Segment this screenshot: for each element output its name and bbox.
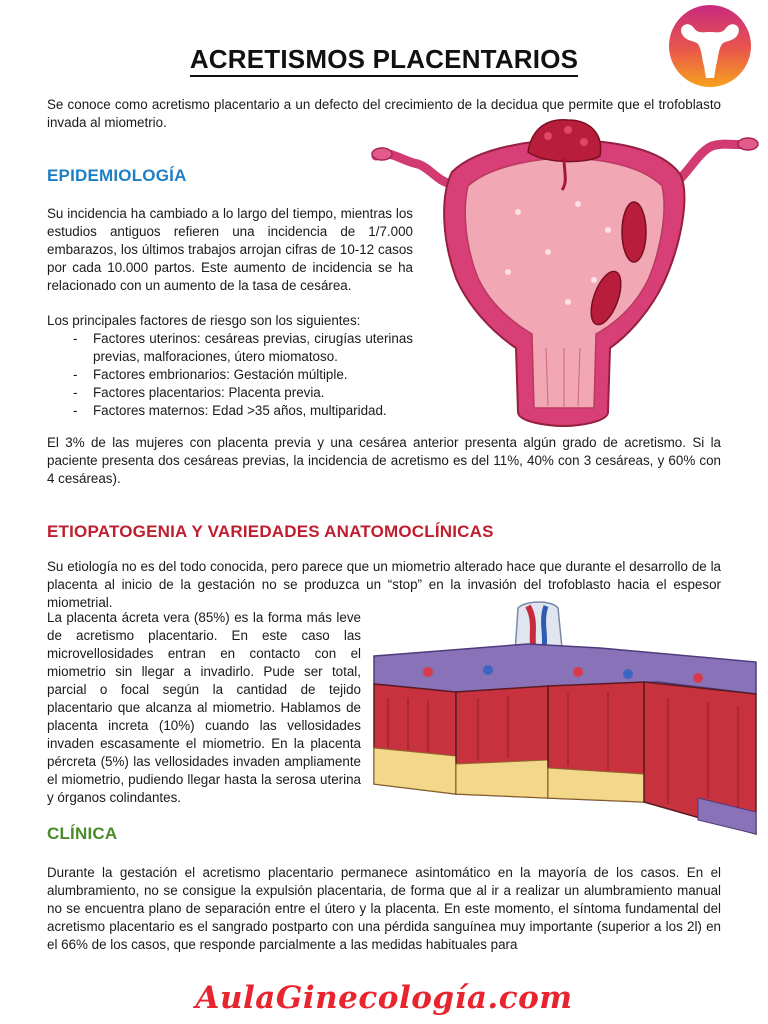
- risk-factors-intro: Los principales factores de riesgo son los siguientes:: [47, 313, 361, 328]
- uterus-illustration: [368, 112, 760, 430]
- placenta-cross-section-illustration: [368, 598, 760, 842]
- clinica-paragraph: Durante la gestación el acretismo placentario permanece asintomático en la mayoría de los casos. En el alumbramiento, no se consigue la expulsión placentaria, de forma que al ir a realizar un alumbramiento manual no se encuentra plano de separación entre el útero y la placenta. En este momento, el síntoma fundamental del acretismo placentario es el sangrado postparto con una pérdida sanguínea muy importante (superior a los 2l) en el 66% de los casos, que responde parcialmente a las medidas habituales para: [47, 865, 721, 952]
- intro-paragraph: Se conoce como acretismo placentario a un defecto del crecimiento de la decidua que permite que el trofoblasto invada al miometrio.: [47, 97, 721, 130]
- footer-brand: AulaGinecología.com: [195, 980, 573, 1016]
- heading-etiopatogenia: ETIOPATOGENIA Y VARIEDADES ANATOMOCLÍNICAS: [47, 522, 494, 541]
- incidence-paragraph: El 3% de las mujeres con placenta previa y una cesárea anterior presenta algún grado de acretismo. Si la paciente presenta dos cesáreas previas, la incidencia de acretismo es del 11%, 40% con 3 cesáreas, y 60% con 4 cesáreas).: [47, 435, 721, 486]
- page-title: ACRETISMOS PLACENTARIOS: [0, 44, 768, 75]
- list-item: - Factores uterinos: cesáreas previas, cirugías uterinas previas, malforaciones, útero miomatoso.: [47, 330, 413, 366]
- list-item: - Factores placentarios: Placenta previa.: [47, 384, 413, 402]
- list-item: - Factores embrionarios: Gestación múltiple.: [47, 366, 413, 384]
- variedades-paragraph: La placenta ácreta vera (85%) es la forma más leve de acretismo placentario. En este caso las microvellosidades entran en contacto con el miometrio sin llegar a invadirlo. Pude ser total, parcial o focal según la cantidad de tejido placentario que alcanza al miometrio. Hablamos de placenta increta (10%) cuando las vellosidades invaden escasamente el miometrio. En la placenta pércreta (5%) las vellosidades invaden ampliamente el miometrio, pudiendo llegar hasta la serosa uterina y órganos colindantes.: [47, 610, 361, 805]
- risk-factors-list: [47, 330, 413, 420]
- heading-epidemiologia: EPIDEMIOLOGÍA: [47, 166, 187, 185]
- etiologia-paragraph: Su etiología no es del todo conocida, pero parece que un miometrio alterado hace que durante el desarrollo de la placenta al inicio de la gestación no se produzca un “stop” en la invasión del trofoblasto hacia el espesor miometrial.: [47, 559, 721, 610]
- list-item: - Factores maternos: Edad >35 años, multiparidad.: [47, 402, 413, 420]
- epidemiologia-paragraph: Su incidencia ha cambiado a lo largo del tiempo, mientras los estudios antiguos refieren una incidencia de 1/7.000 embarazos, los últimos trabajos arrojan cifras de 10-12 casos por cada 10.000 partos. Este aumento de incidencia se ha relacionado con un aumento de la tasa de cesárea.: [47, 206, 413, 293]
- heading-clinica: CLÍNICA: [47, 824, 118, 843]
